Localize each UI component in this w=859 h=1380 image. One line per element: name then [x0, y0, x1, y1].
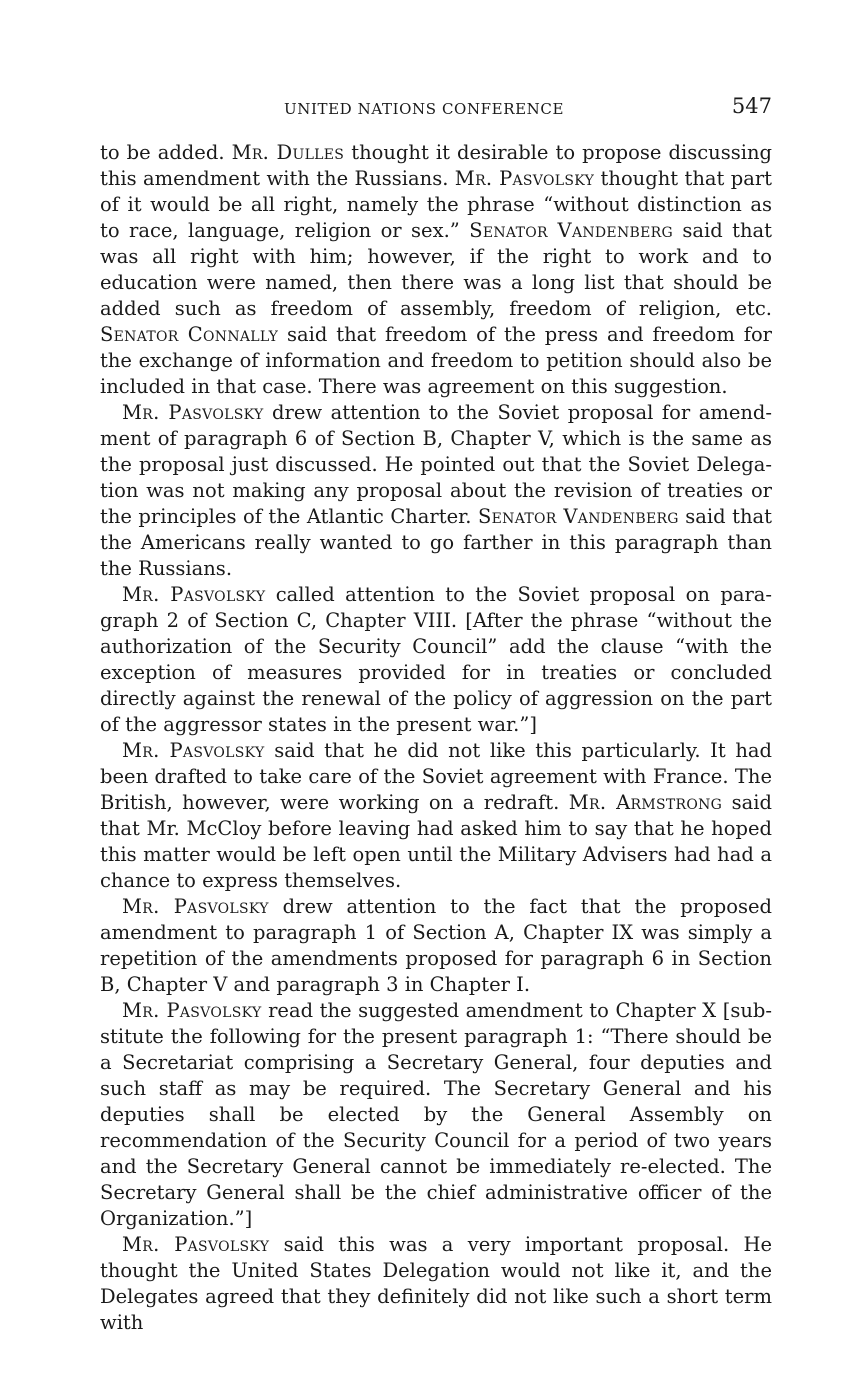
paragraph-3 [100, 582, 772, 738]
paragraph-4 [100, 738, 772, 894]
paragraph-text: said that freedom of the press and freedom for the exchange of information and freedom to petition should also be included in that case. There was agreement on this suggestion. [100, 323, 773, 398]
paragraph-5 [100, 894, 772, 998]
paragraph-text: said that Mr. McCloy before leaving had asked him to say that he hoped this matter would be left open until the Military Advisers had had a chance to express themselves. [100, 791, 772, 892]
paragraph-7 [100, 1232, 772, 1336]
paragraph-1 [100, 140, 772, 400]
paragraph-text: called attention to the Soviet proposal on paragraph 2 of Section C, Chapter VIII. [After the phrase “without the authorization of the Security Council” add the clause “with the exception of measures provided for in treaties or concluded directly against the renewal of the policy of aggression on the part of the aggressor states in the present war.”] [100, 583, 772, 736]
speaker-name: Mr. Pasvolsky [122, 401, 264, 424]
speaker-name: Mr. Armstrong [568, 791, 723, 814]
page-number: 547 [731, 94, 772, 118]
speaker-name: Senator Vandenberg [469, 219, 673, 242]
body-text [100, 140, 772, 1336]
speaker-name: Senator Vandenberg [478, 505, 679, 528]
speaker-name: Mr. Pasvolsky [454, 167, 595, 190]
paragraph-text: thought it desirable to propose discussing this amendment with the Russians. [100, 141, 773, 190]
speaker-name: Mr. Pasvolsky [122, 739, 265, 762]
running-title: UNITED NATIONS CONFERENCE [284, 100, 565, 118]
paragraph-text: to be added. [100, 141, 232, 164]
paragraph-text: said that the Americans really wanted to go farther in this paragraph than the Russians. [100, 505, 772, 580]
speaker-name: Mr. Pasvolsky [122, 999, 262, 1022]
paragraph-text: read the suggested amendment to Chapter X [substitute the following for the present paragraph 1: “There should be a Secretariat comprising a Secretary General, four deputies and such staff as may be required. The Secretary General and his deputies shall be elected by the General Assembly on recommendation of the Security Council for a period of two years and the Secretary General cannot be immediately re-elected. The Secretary General shall be the chief administrative officer of the Organization.”] [100, 999, 772, 1230]
speaker-name: Mr. Pasvolsky [122, 895, 269, 918]
speaker-name: Senator Connally [100, 323, 279, 346]
running-head [100, 94, 772, 124]
paragraph-6 [100, 998, 772, 1232]
paragraph-text: thought that part of it would be all right, namely the phrase “without distinction as to race, language, religion or sex.” [100, 167, 772, 242]
paragraph-text: drew attention to the fact that the proposed amendment to paragraph 1 of Section A, Chapter IX was simply a repetition of the amendments proposed for paragraph 6 in Section B, Chapter V and paragraph 3 in Chapter I. [100, 895, 773, 996]
paragraph-text: said that he did not like this particularly. It had been drafted to take care of the Soviet agreement with France. The British, however, were working on a redraft. [100, 739, 772, 814]
paragraph-text: said this was a very important proposal. He thought the United States Delegation would not like it, and the Delegates agreed that they definitely did not like such a short term with [100, 1233, 772, 1334]
paragraph-2 [100, 400, 772, 582]
paragraph-text: drew attention to the Soviet proposal for amendment of paragraph 6 of Section B, Chapter V, which is the same as the proposal just discussed. He pointed out that the Soviet Delegation was not making any proposal about the revision of treaties or the principles of the Atlantic Charter. [100, 401, 772, 528]
speaker-name: Mr. Dulles [231, 141, 345, 164]
paragraph-text: said that was all right with him; however, if the right to work and to education were named, then there was a long list that should be added such as freedom of assembly, freedom of religion, etc. [100, 219, 773, 320]
speaker-name: Mr. Pasvolsky [122, 583, 266, 606]
speaker-name: Mr. Pasvolsky [122, 1233, 270, 1256]
